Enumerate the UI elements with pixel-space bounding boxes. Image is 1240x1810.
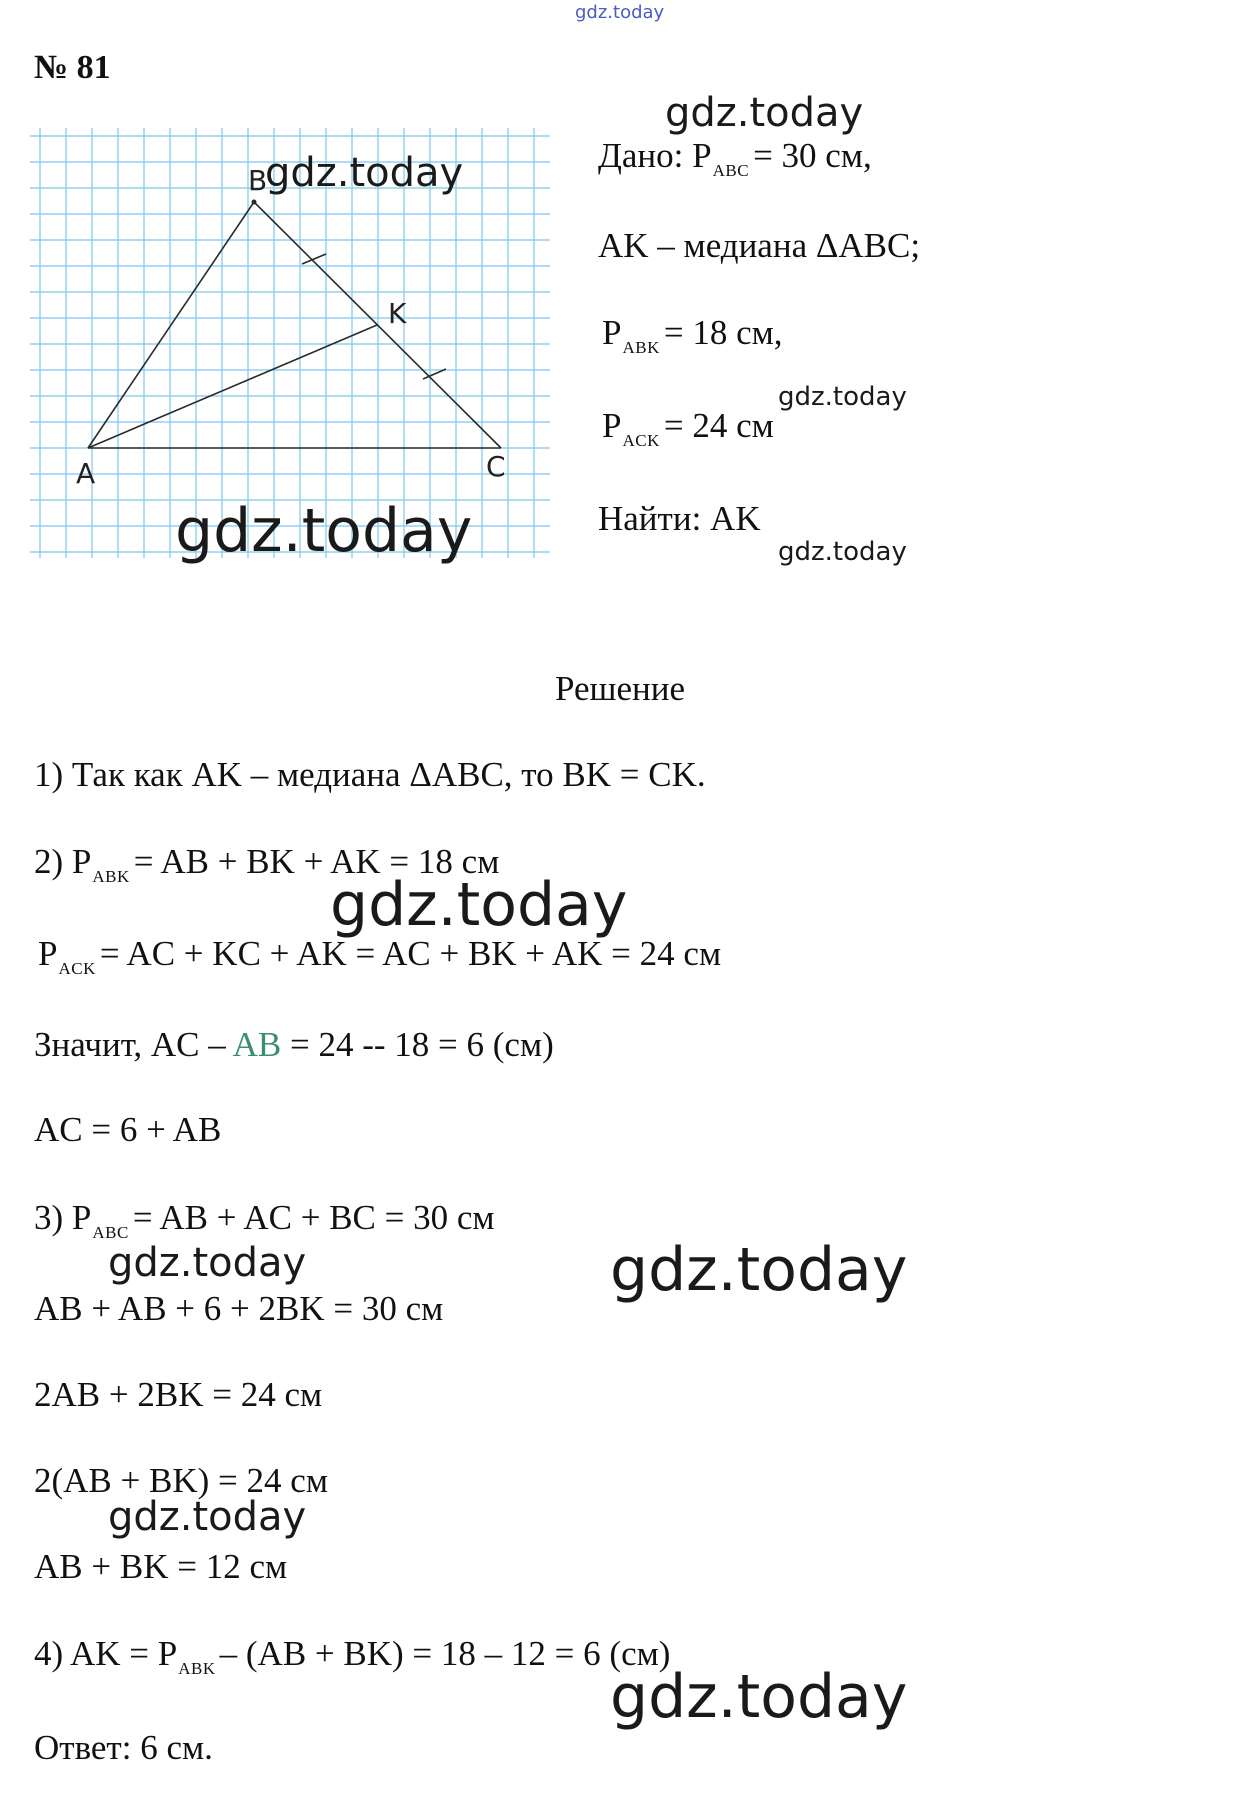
watermark-step-3-small: gdz.today [108, 1240, 307, 1286]
step3-label: 3) [34, 1198, 64, 1237]
step2-label: 2) [34, 842, 64, 881]
step2-sub: ABK [92, 867, 130, 886]
p-ack-value: = 24 см [663, 406, 774, 445]
solution-eq-3: 2(AB + BK) = 24 см [34, 1461, 328, 1500]
solution-step-1: 1) Так как AK – медиана ΔABC, то BK = CK. [34, 755, 706, 794]
solution-eq-1: AB + AB + 6 + 2BK = 30 см [34, 1289, 444, 1328]
p-abk-sub: ABK [622, 338, 660, 357]
label-a: A [76, 457, 96, 490]
step4-symbol: P [157, 1634, 178, 1673]
step4-sub: ABK [178, 1659, 216, 1678]
watermark-top: gdz.today [575, 2, 665, 23]
watermark-step-3-large: gdz.today [610, 1235, 908, 1305]
watermark-step-4: gdz.today [610, 1662, 908, 1732]
triangle-lines [88, 202, 501, 448]
given-median: AK – медиана ΔABC; [598, 226, 921, 265]
p-ack-line-sub: ACK [58, 959, 96, 978]
p-ack-line-value: = AC + KC + AK = AC + BK + AK = 24 см [99, 934, 722, 973]
step2-symbol: P [71, 842, 92, 881]
therefore-ab: AB [232, 1025, 282, 1064]
given-find: Найти: AK [598, 499, 761, 538]
solution-p-ack-line [38, 934, 721, 989]
p-ack-symbol: P [602, 406, 622, 445]
solution-heading: Решение [554, 669, 686, 708]
watermark-step-2: gdz.today [330, 870, 628, 940]
solution-ac-equation: AC = 6 + AB [34, 1110, 222, 1149]
solution-answer: Ответ: 6 см. [34, 1728, 213, 1767]
p-abc-value: = 30 см, [753, 136, 872, 175]
watermark-figure-top: gdz.today [265, 150, 464, 196]
given-prefix: Дано: [598, 136, 684, 175]
solution-step-4 [34, 1634, 670, 1689]
p-ack-line-symbol: P [38, 934, 58, 973]
side-ab [88, 202, 254, 448]
p-ack-sub: ACK [622, 431, 660, 450]
solution-eq-4: AB + BK = 12 см [34, 1547, 288, 1586]
p-abc-sub: ABC [712, 161, 750, 180]
watermark-eq-3: gdz.today [108, 1494, 307, 1540]
step3-symbol: P [71, 1198, 92, 1237]
step4-value: – (AB + BK) = 18 – 12 = 6 (см) [219, 1634, 671, 1673]
given-p-ack [602, 406, 774, 461]
given-p-abk [602, 313, 783, 368]
vertex-b-dot [252, 200, 257, 205]
p-abk-value: = 18 см, [663, 313, 783, 352]
watermark-given-mid: gdz.today [778, 382, 907, 412]
step4-label: 4) AK = [34, 1634, 158, 1673]
solution-eq-2: 2AB + 2BK = 24 см [34, 1375, 323, 1414]
p-abc-symbol: P [692, 136, 712, 175]
watermark-figure-bottom: gdz.today [175, 496, 473, 566]
step3-value: = AB + AC + BC = 30 см [132, 1198, 495, 1237]
step2-value: = AB + BK + AK = 18 см [133, 842, 500, 881]
step3-sub: ABC [92, 1223, 129, 1242]
watermark-given-bottom: gdz.today [778, 537, 907, 567]
solution-therefore [34, 1025, 554, 1065]
watermark-given-top: gdz.today [665, 90, 864, 136]
label-k: K [388, 297, 407, 330]
problem-number: № 81 [34, 49, 111, 86]
label-b: B [248, 164, 268, 197]
therefore-text: Значит, AC – [34, 1025, 233, 1064]
therefore-value: = 24 -- 18 = 6 (см) [281, 1025, 554, 1064]
given-p-abc [598, 136, 872, 191]
p-abk-symbol: P [602, 313, 622, 352]
label-c: C [486, 450, 506, 483]
